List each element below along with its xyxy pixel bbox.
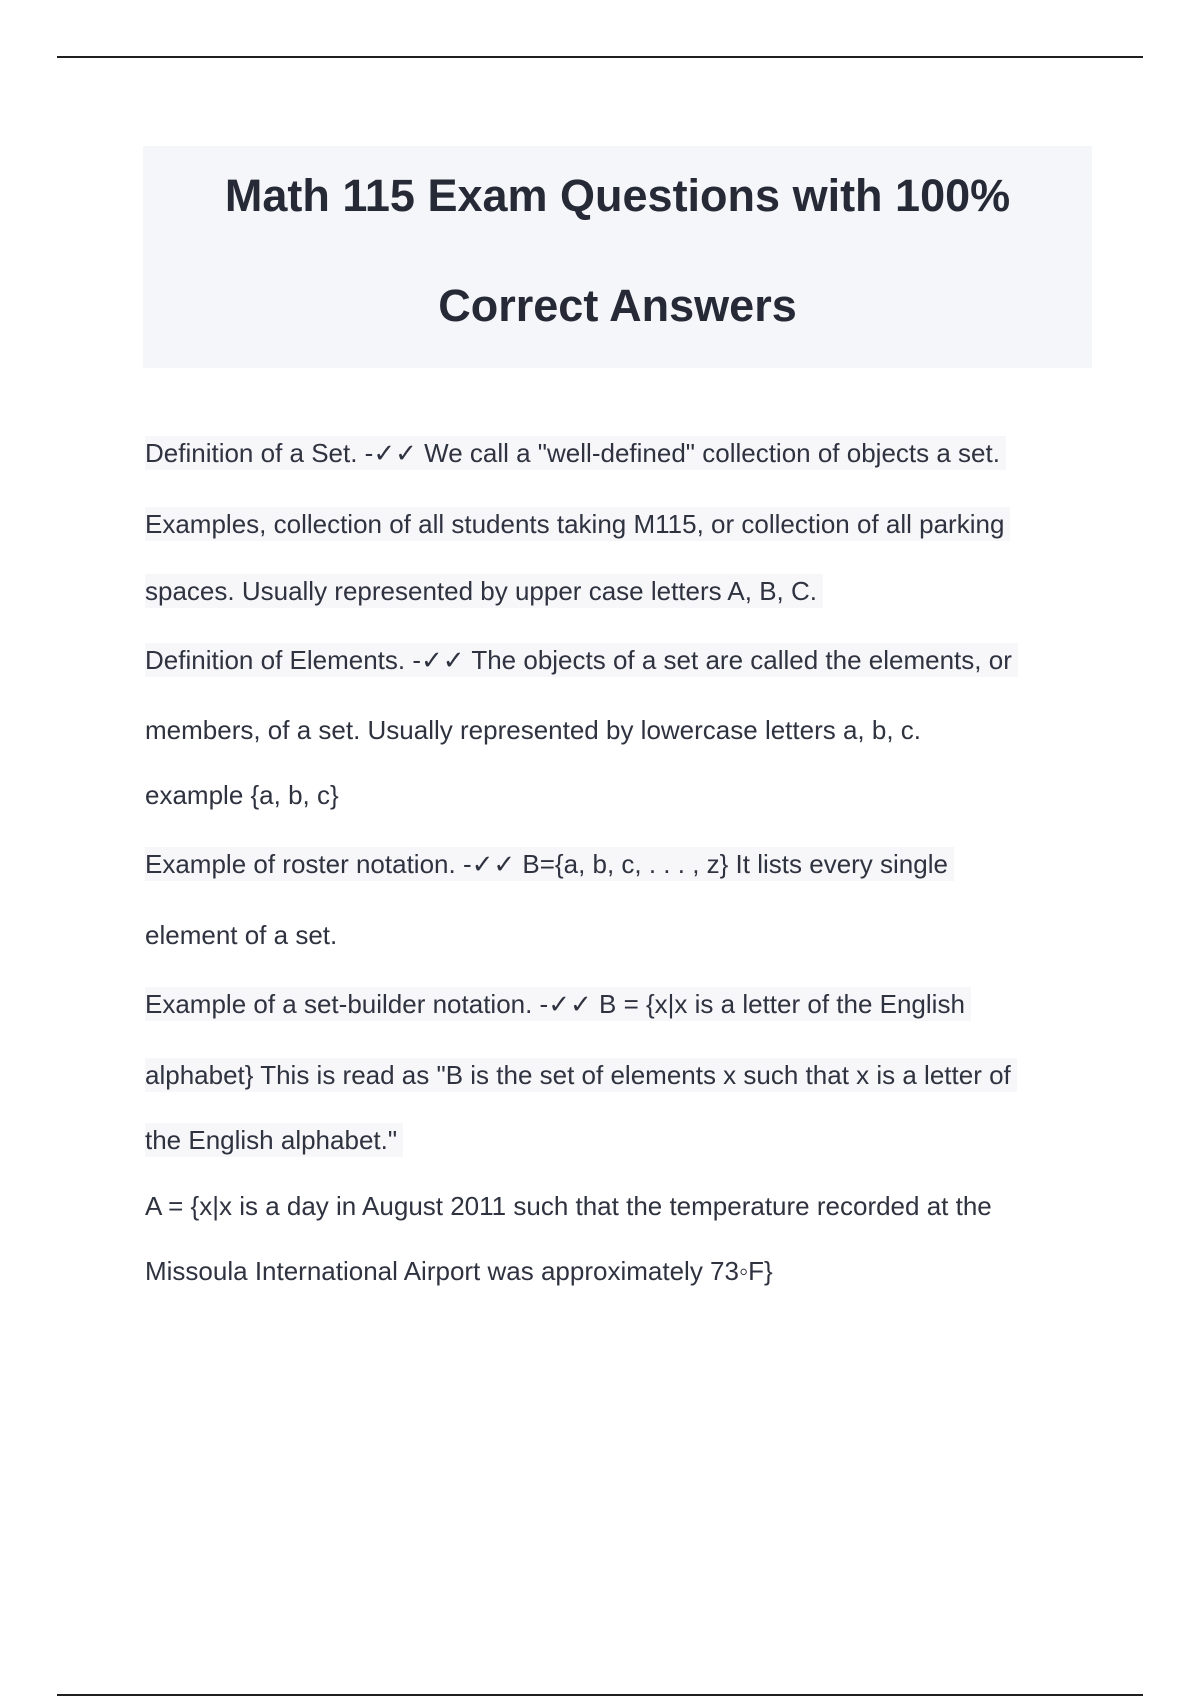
body-line-6: example {a, b, c} <box>145 780 339 810</box>
bottom-rule <box>57 1694 1143 1696</box>
body-line-12: A = {x|x is a day in August 2011 such that the temperature recorded at the <box>145 1191 992 1221</box>
body-line-10: alphabet} This is read as "B is the set of elements x such that x is a letter of <box>145 1058 1017 1092</box>
document-title-line-2: Correct Answers <box>438 280 797 331</box>
top-rule <box>57 56 1143 58</box>
title-block <box>143 146 1092 368</box>
body-line-9: Example of a set-builder notation. -✓✓ B = {x|x is a letter of the English <box>145 987 971 1021</box>
body-line-2: Examples, collection of all students taking M115, or collection of all parking <box>145 507 1010 541</box>
body-line-5: members, of a set. Usually represented by lowercase letters a, b, c. <box>145 715 922 745</box>
body-line-3: spaces. Usually represented by upper case letters A, B, C. <box>145 574 823 608</box>
document-title-line-1: Math 115 Exam Questions with 100% <box>224 170 1011 221</box>
body-line-11: the English alphabet." <box>145 1123 403 1157</box>
body-line-7: Example of roster notation. -✓✓ B={a, b, c, . . . , z} It lists every single <box>145 847 954 881</box>
body-line-1: Definition of a Set. -✓✓ We call a "well-defined" collection of objects a set. <box>145 436 1006 470</box>
body-line-8: element of a set. <box>145 920 338 950</box>
body-line-13: Missoula International Airport was approximately 73◦F} <box>145 1256 773 1286</box>
body-line-4: Definition of Elements. -✓✓ The objects of a set are called the elements, or <box>145 643 1018 677</box>
